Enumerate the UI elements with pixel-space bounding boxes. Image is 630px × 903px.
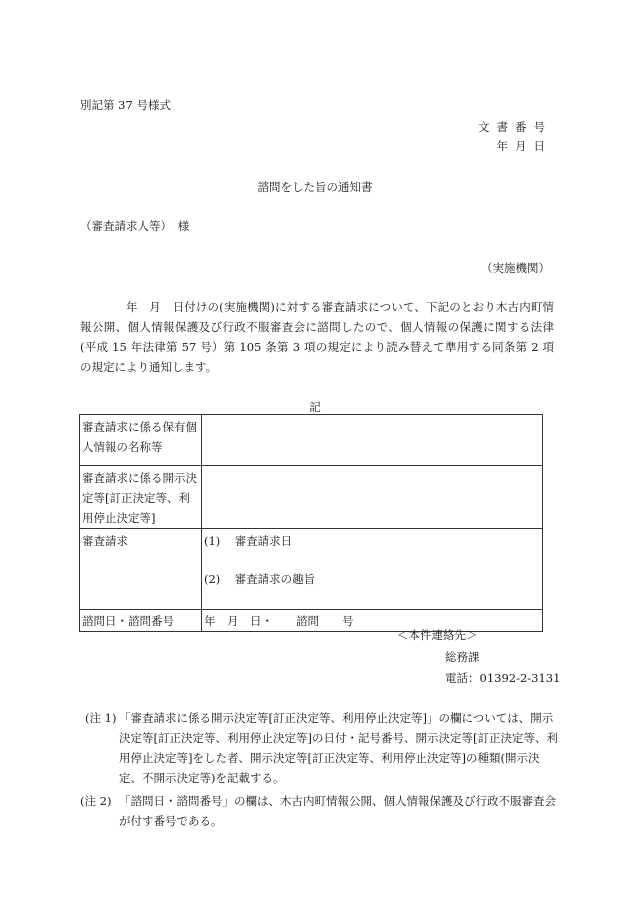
request-item-text: 審査請求日 — [234, 534, 293, 548]
table-label-disclosure-decision: 審査請求に係る開示決定等[訂正決定等、利用停止決定等] — [80, 466, 202, 529]
document-date: 年月日 — [496, 139, 552, 153]
table-label-personal-info: 審査請求に係る保有個人情報の名称等 — [80, 415, 202, 466]
ki-heading: 記 — [309, 400, 321, 414]
note-2 — [80, 791, 558, 831]
note-text: 「審査請求に係る開示決定等[訂正決定等、利用停止決定等]」の欄については、開示決定等[訂正決定等、利用停止決定等]の日付・記号番号、開示決定等[訂正決定等、利用停止決定等]をした者、開示決定等[訂正決定等、利用停止決定等]の種類(開示決定、不開示決定等)を記載する。 — [119, 711, 558, 785]
request-item-date — [204, 531, 541, 551]
sender-agency: （実施機関） — [481, 261, 550, 275]
note-label: (注 1) — [85, 711, 117, 725]
contact-heading: ＜本件連絡先＞ — [397, 628, 478, 642]
details-table — [79, 414, 543, 632]
table-value-personal-info — [202, 415, 543, 466]
addressee: （審査請求人等） 様 — [80, 219, 190, 233]
contact-phone: 電話：01392-2-3131 — [445, 671, 561, 685]
document-number: 文書番号 — [478, 120, 552, 134]
request-item-number: (2) — [204, 572, 221, 586]
note-1 — [85, 708, 560, 788]
table-label-request: 審査請求 — [80, 529, 202, 610]
body-paragraph: 年 月 日付けの(実施機関)に対する審査請求について、下記のとおり木古内町情報公開、個人情報保護及び行政不服審査会に諮問したので、個人情報の保護に関する法律(平成 15 年法律第 57 号）第 105 条第 3 項の規定により読み替えて準用する同条第 2 項の規定により通知します。 — [80, 300, 554, 374]
table-row — [80, 415, 543, 466]
spacer — [204, 551, 541, 569]
table-row — [80, 466, 543, 529]
table-value-disclosure-decision — [202, 466, 543, 529]
request-item-text: 審査請求の趣旨 — [234, 572, 316, 586]
note-text: 「諮問日・諮問番号」の欄は、木古内町情報公開、個人情報保護及び行政不服審査会が付す番号である。 — [119, 794, 556, 828]
request-item-purpose — [204, 569, 541, 589]
note-label: (注 2) — [80, 794, 112, 808]
request-item-number: (1) — [204, 534, 221, 548]
contact-department: 総務課 — [445, 650, 480, 664]
form-label: 別記第 37 号様式 — [80, 98, 171, 112]
document-title: 諮問をした旨の通知書 — [257, 180, 373, 194]
table-row — [80, 529, 543, 610]
table-value-inquiry: 年 月 日・ 諮問 号 — [202, 610, 543, 632]
table-label-inquiry: 諮問日・諮問番号 — [80, 610, 202, 632]
table-value-request — [202, 529, 543, 610]
